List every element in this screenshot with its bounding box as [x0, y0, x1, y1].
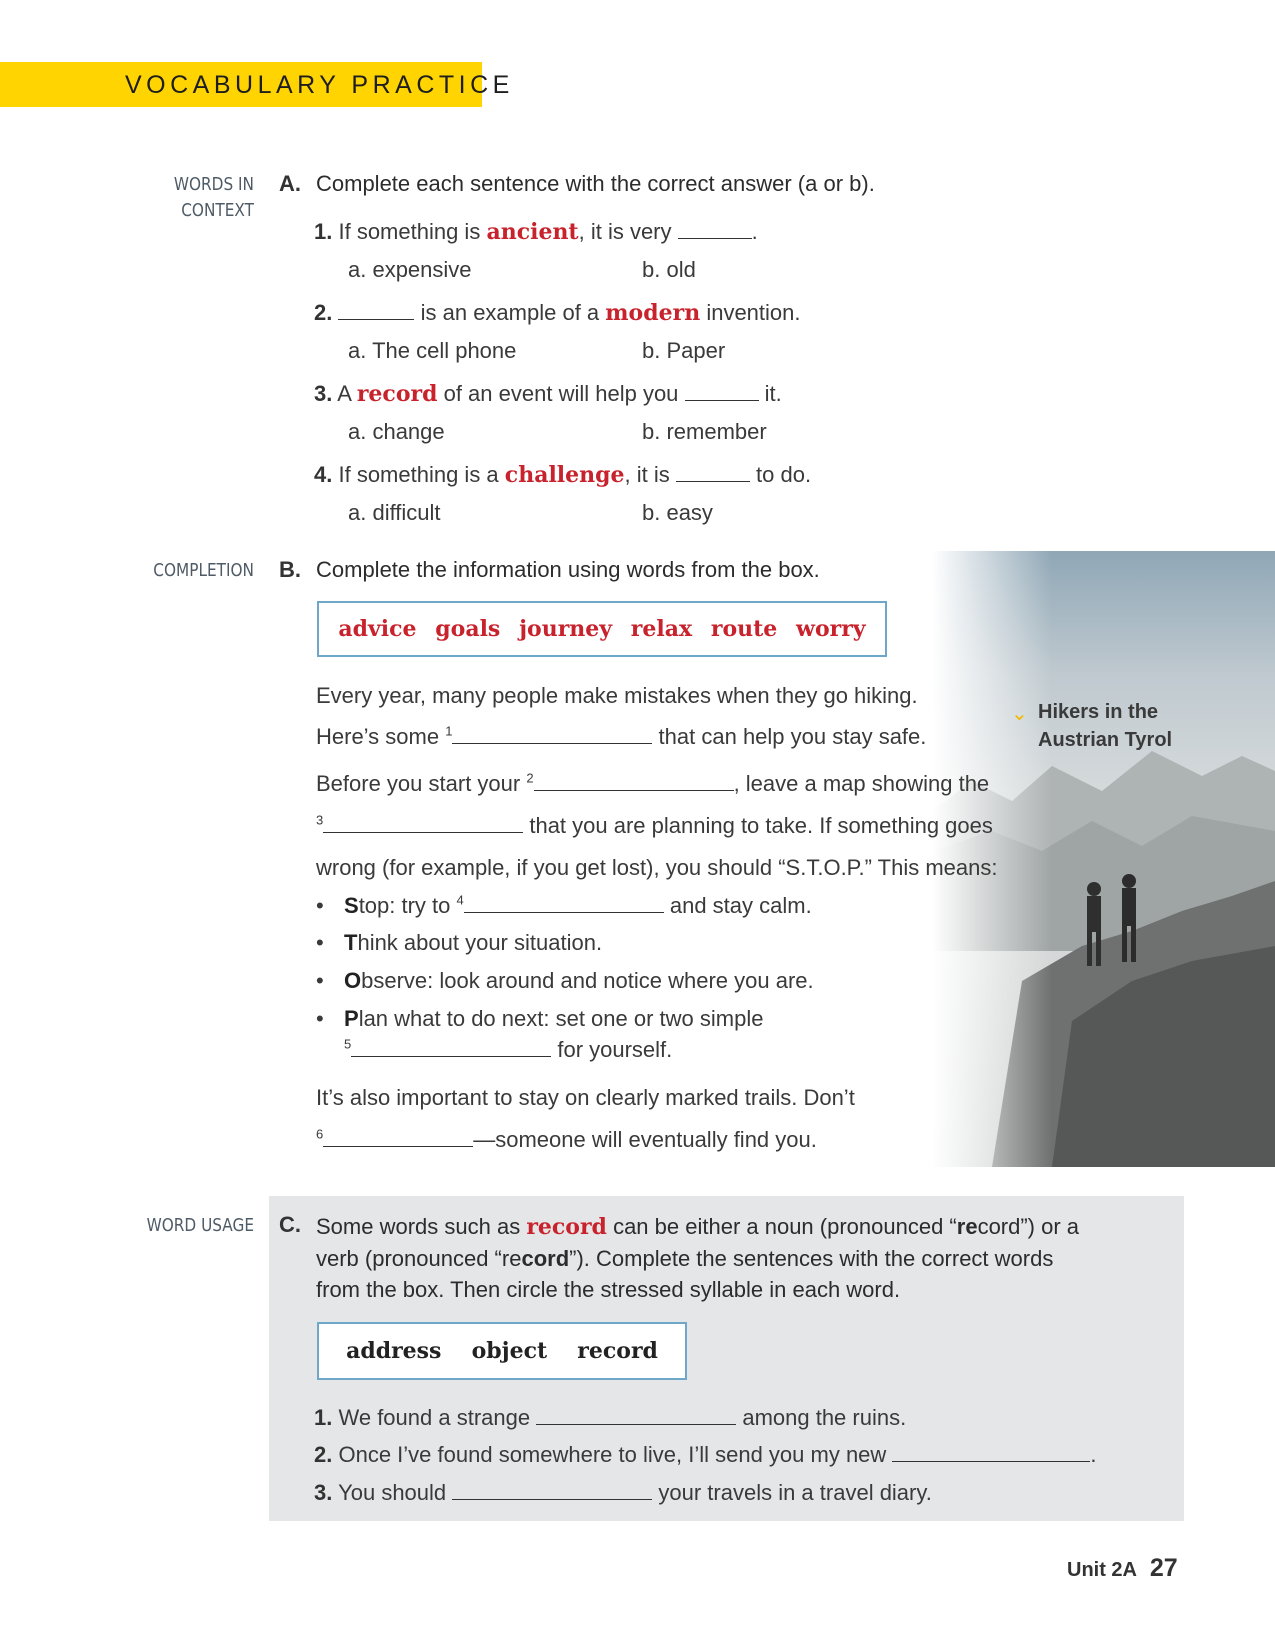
- paragraph-text: that you are planning to take. If something goes: [523, 813, 993, 838]
- stressed-syllable: cord: [521, 1246, 570, 1271]
- instruction-text: Some words such as: [316, 1214, 527, 1239]
- option-b[interactable]: b. old: [642, 257, 696, 282]
- paragraph-text: Before you start your: [316, 771, 527, 796]
- bullet-item: [316, 892, 812, 920]
- bullet-icon: •: [316, 1006, 324, 1031]
- paragraph-line: [316, 812, 993, 840]
- word-box-word: goals: [435, 616, 501, 642]
- option-b[interactable]: b. remember: [642, 419, 767, 444]
- answer-blank-2[interactable]: [534, 772, 734, 791]
- paragraph-line: [316, 770, 989, 798]
- paragraph-text: —someone will eventually find you.: [473, 1127, 817, 1152]
- bullet-item: [316, 967, 814, 995]
- answer-blank[interactable]: [452, 1481, 652, 1500]
- keyword: modern: [605, 300, 701, 326]
- section-letter: B.: [279, 557, 301, 582]
- blank-number: 5: [344, 1036, 352, 1052]
- paragraph-line: wrong (for example, if you get lost), you should “S.T.O.P.” This means:: [316, 855, 998, 880]
- answer-blank[interactable]: [678, 220, 752, 239]
- question-number: 2.: [314, 300, 333, 325]
- question-1: [314, 1404, 906, 1432]
- bullet-letter: O: [344, 968, 362, 993]
- instruction-text: ”). Complete the sentences with the correct words: [569, 1246, 1054, 1271]
- blank-number: 2: [526, 770, 534, 786]
- question-number: 3.: [314, 381, 333, 406]
- answer-blank-3[interactable]: [323, 814, 523, 833]
- paragraph-line: [316, 723, 926, 751]
- keyword: ancient: [486, 219, 579, 245]
- word-box-word: advice: [338, 616, 417, 642]
- question-text: You should: [338, 1480, 453, 1505]
- bullet-icon: •: [316, 930, 324, 955]
- answer-blank-5[interactable]: [351, 1038, 551, 1057]
- question-text: A: [337, 381, 357, 406]
- instruction-line: [316, 1243, 1079, 1274]
- question-text: invention.: [700, 300, 801, 325]
- word-box-word: journey: [519, 616, 613, 642]
- section-letter: C.: [279, 1212, 301, 1237]
- photo-caption: [1038, 698, 1172, 754]
- answer-blank-4[interactable]: [464, 894, 664, 913]
- word-box-word: route: [710, 616, 778, 642]
- question-1: [314, 218, 758, 246]
- question-number: 4.: [314, 462, 333, 487]
- keyword: record: [526, 1214, 607, 1240]
- option-a[interactable]: a. change: [348, 419, 445, 444]
- answer-blank[interactable]: [676, 463, 750, 482]
- instruction-text: verb (pronounced “re: [316, 1246, 522, 1271]
- bullet-continuation: [344, 1036, 672, 1064]
- question-text: it.: [764, 381, 782, 406]
- instruction-text: cord”) or a: [977, 1214, 1080, 1239]
- bullet-text: hink about your situation.: [357, 930, 603, 955]
- blank-number: 1: [445, 723, 453, 739]
- question-text: to do.: [756, 462, 812, 487]
- question-text: among the ruins.: [736, 1405, 907, 1430]
- bullet-letter: S: [344, 893, 359, 918]
- paragraph-line: Every year, many people make mistakes when they go hiking.: [316, 683, 918, 708]
- question-3: [314, 380, 782, 408]
- option-b[interactable]: b. Paper: [642, 338, 726, 363]
- bullet-text: and stay calm.: [663, 893, 812, 918]
- stressed-syllable: re: [956, 1214, 978, 1239]
- bullet-text: for yourself.: [551, 1037, 673, 1062]
- side-label-word-usage: WORD USAGE: [146, 1215, 254, 1236]
- question-text: If something is: [338, 219, 487, 244]
- question-text: Once I’ve found somewhere to live, I’ll send you my new: [338, 1442, 893, 1467]
- word-box-word: record: [577, 1338, 658, 1364]
- blank-number: 3: [316, 812, 324, 828]
- word-box: [317, 1322, 687, 1380]
- page-number: 27: [1149, 1554, 1178, 1582]
- question-text: of an event will help you: [437, 381, 679, 406]
- word-box-word: address: [346, 1338, 442, 1364]
- question-number: 1.: [314, 219, 333, 244]
- bullet-icon: •: [316, 968, 324, 993]
- bullet-text: lan what to do next: set one or two simple: [358, 1006, 764, 1031]
- instruction-line: [316, 1211, 1079, 1243]
- bullet-letter: T: [344, 930, 358, 955]
- question-number: 1.: [314, 1405, 333, 1430]
- instruction-line: from the box. Then circle the stressed syllable in each word.: [316, 1277, 901, 1302]
- option-a[interactable]: a. The cell phone: [348, 338, 517, 363]
- question-2: [314, 299, 801, 327]
- question-2: [314, 1441, 1097, 1469]
- caption-line: Hikers in the: [1038, 701, 1159, 723]
- paragraph-line: It’s also important to stay on clearly marked trails. Don’t: [316, 1085, 855, 1110]
- bullet-item: [316, 929, 602, 957]
- question-text: , it is very: [578, 219, 672, 244]
- question-text: is an example of a: [420, 300, 606, 325]
- question-text: your travels in a travel diary.: [652, 1480, 932, 1505]
- bullet-text: top: try to: [358, 893, 457, 918]
- bullet-icon: •: [316, 893, 324, 918]
- option-b[interactable]: b. easy: [642, 500, 713, 525]
- question-text: We found a strange: [338, 1405, 537, 1430]
- question-text: .: [1090, 1442, 1097, 1467]
- page-title: VOCABULARY PRACTICE: [125, 71, 514, 99]
- answer-blank[interactable]: [892, 1443, 1090, 1462]
- answer-blank[interactable]: [685, 382, 759, 401]
- word-box-word: relax: [630, 616, 693, 642]
- question-4: [314, 461, 811, 489]
- blank-number: 6: [316, 1126, 324, 1142]
- side-label-line: WORDS IN: [173, 174, 254, 195]
- section-instruction: Complete each sentence with the correct answer (a or b).: [316, 171, 875, 196]
- word-box-word: object: [471, 1338, 548, 1364]
- side-label-words-in-context: [84, 172, 254, 224]
- option-a[interactable]: a. expensive: [348, 257, 472, 282]
- section-instruction: [316, 1211, 1079, 1305]
- answer-blank[interactable]: [536, 1406, 736, 1425]
- question-text: , it is: [624, 462, 670, 487]
- side-label-line: CONTEXT: [181, 200, 254, 221]
- answer-blank[interactable]: [338, 301, 414, 320]
- bullet-letter: P: [344, 1006, 359, 1031]
- paragraph-text: that can help you stay safe.: [652, 724, 927, 749]
- chevron-down-icon: ⌄: [1011, 703, 1028, 725]
- question-text: .: [751, 219, 758, 244]
- option-a[interactable]: a. difficult: [348, 500, 441, 525]
- footer: [1067, 1554, 1178, 1583]
- word-box: [317, 601, 887, 657]
- unit-label: Unit 2A: [1067, 1559, 1137, 1581]
- paragraph-line: [316, 1126, 817, 1154]
- question-number: 3.: [314, 1480, 333, 1505]
- question-number: 2.: [314, 1442, 333, 1467]
- section-letter: A.: [279, 171, 301, 196]
- blank-number: 4: [456, 892, 464, 908]
- question-3: [314, 1479, 932, 1507]
- section-instruction: Complete the information using words from the box.: [316, 557, 820, 582]
- side-label-completion: COMPLETION: [153, 560, 254, 581]
- bullet-item: [316, 1005, 763, 1033]
- caption-line: Austrian Tyrol: [1038, 729, 1173, 751]
- bullet-text: bserve: look around and notice where you are.: [361, 968, 814, 993]
- answer-blank-6[interactable]: [323, 1128, 473, 1147]
- question-text: If something is a: [338, 462, 505, 487]
- instruction-text: can be either a noun (pronounced “: [606, 1214, 957, 1239]
- keyword: challenge: [504, 462, 625, 488]
- paragraph-text: , leave a map showing the: [733, 771, 990, 796]
- paragraph-text: Here’s some: [316, 724, 446, 749]
- word-box-word: worry: [796, 616, 866, 642]
- answer-blank-1[interactable]: [452, 725, 652, 744]
- keyword: record: [356, 381, 438, 407]
